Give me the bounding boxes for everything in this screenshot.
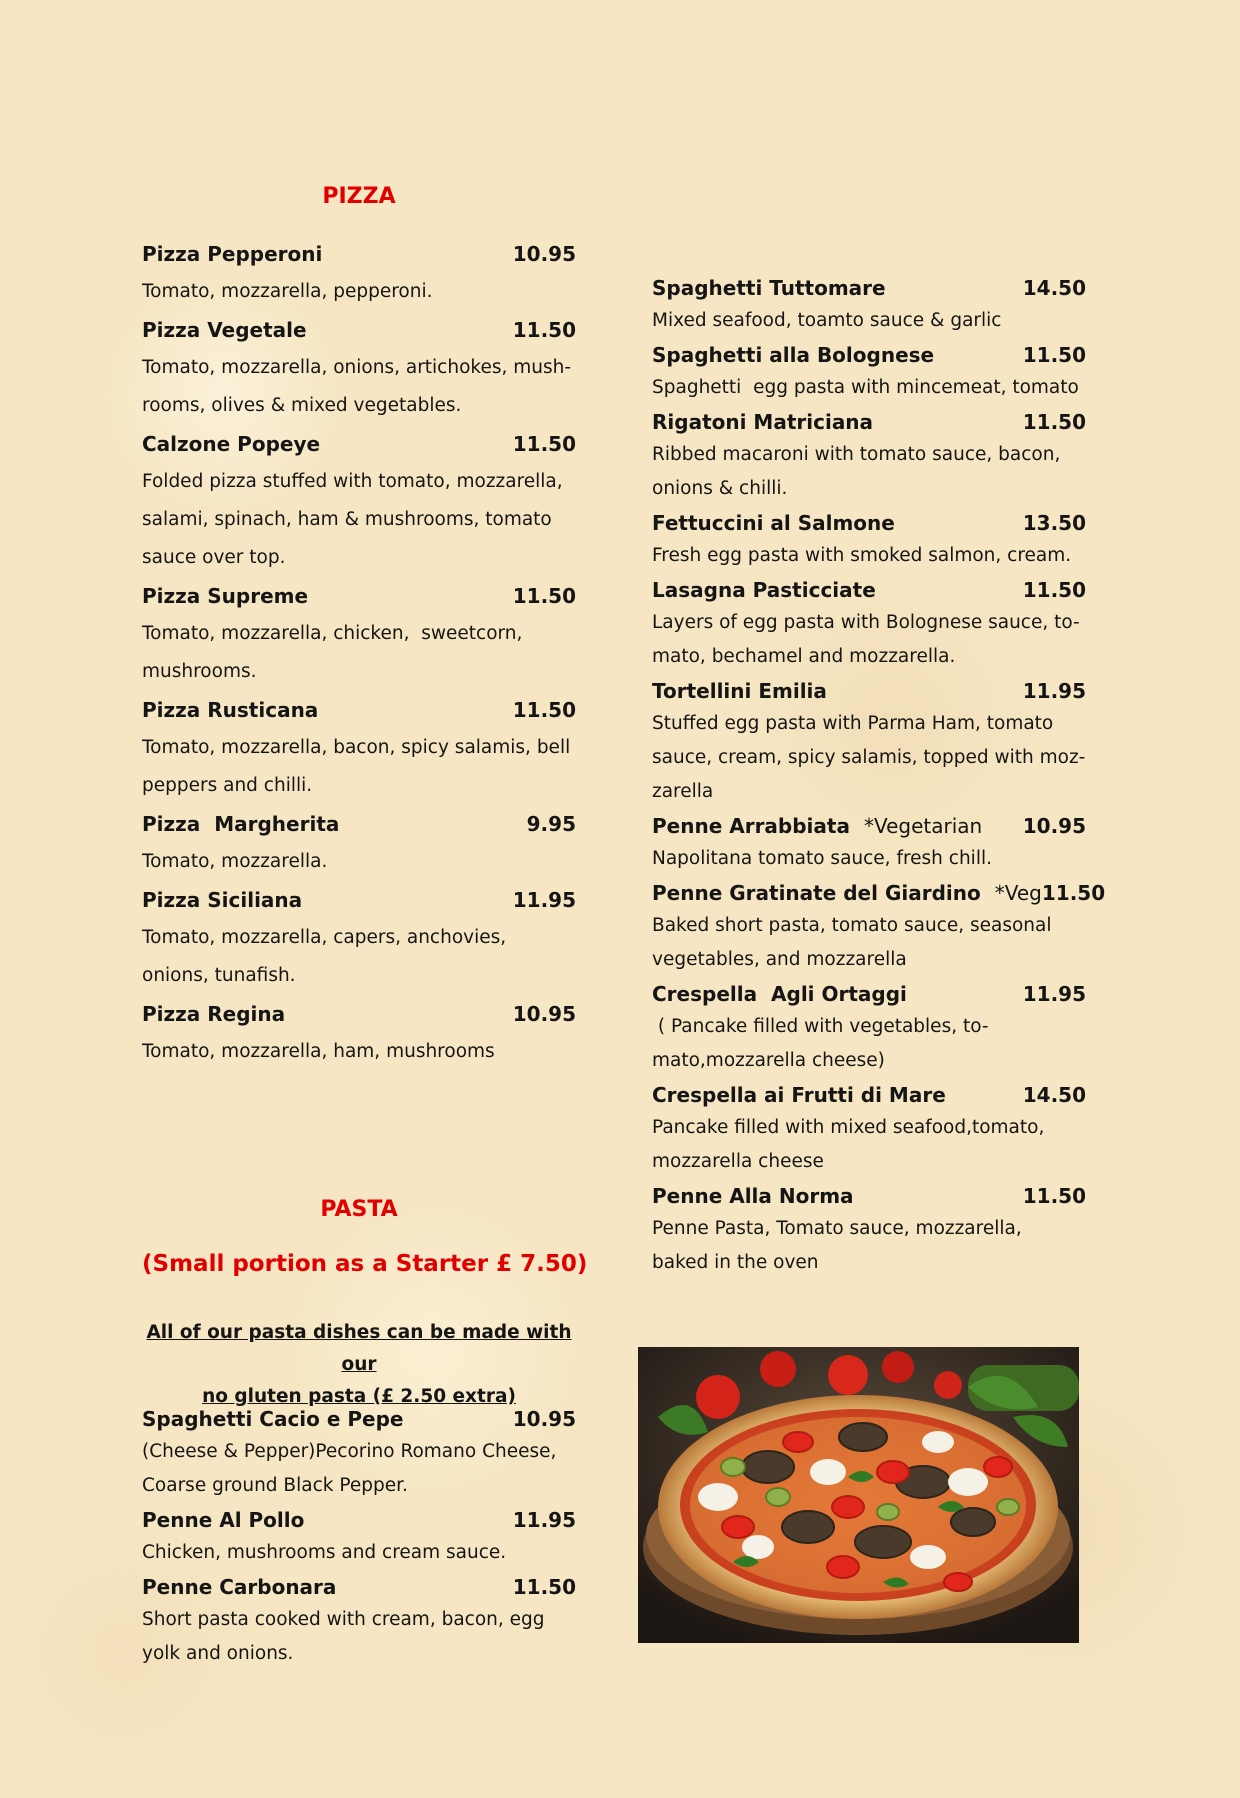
menu-item bbox=[652, 339, 1086, 404]
gluten-free-note-line-1: All of our pasta dishes can be made with our bbox=[146, 1322, 572, 1375]
menu-item-price: 11.50 bbox=[512, 1575, 576, 1599]
menu-item bbox=[652, 574, 1086, 673]
menu-item bbox=[652, 507, 1086, 572]
menu-item-description: onions, tunafish. bbox=[142, 965, 296, 986]
menu-item-description: Tomato, mozzarella, ham, mushrooms bbox=[142, 1041, 495, 1062]
menu-item-title-group bbox=[142, 1571, 336, 1604]
menu-item-description: Napolitana tomato sauce, fresh chill. bbox=[652, 848, 992, 869]
menu-item-title-group bbox=[142, 1504, 304, 1537]
menu-item-header bbox=[652, 1079, 1086, 1112]
menu-item-header bbox=[652, 339, 1086, 372]
menu-item-header bbox=[652, 272, 1086, 305]
menu-item-header bbox=[142, 1571, 576, 1604]
menu-item bbox=[142, 805, 576, 880]
menu-item bbox=[652, 1180, 1086, 1279]
menu-item-price: 11.50 bbox=[1022, 410, 1086, 434]
menu-item bbox=[142, 995, 576, 1070]
menu-item-price: 10.95 bbox=[512, 1407, 576, 1431]
menu-item-name: Penne Arrabbiata bbox=[652, 814, 850, 838]
menu-item-title-group bbox=[142, 691, 318, 729]
menu-item-price: 11.95 bbox=[512, 888, 576, 912]
menu-item-title-group bbox=[142, 425, 320, 463]
menu-item bbox=[652, 1079, 1086, 1178]
menu-item-description: yolk and onions. bbox=[142, 1643, 294, 1664]
menu-item-description: Ribbed macaroni with tomato sauce, bacon, bbox=[652, 444, 1061, 465]
menu-item-title-group bbox=[142, 1403, 404, 1436]
menu-item-description: Tomato, mozzarella, onions, artichokes, mush- bbox=[142, 357, 572, 378]
menu-item-title-group bbox=[652, 877, 1042, 910]
menu-item bbox=[652, 978, 1086, 1077]
menu-item-price: 11.50 bbox=[512, 318, 576, 342]
menu-item-description: Layers of egg pasta with Bolognese sauce, to- bbox=[652, 612, 1080, 633]
menu-item-title-group bbox=[652, 339, 934, 372]
menu-item-price: 11.50 bbox=[1022, 578, 1086, 602]
menu-item-description: Tomato, mozzarella, capers, anchovies, bbox=[142, 927, 507, 948]
gluten-free-note bbox=[142, 1317, 576, 1413]
menu-item-name: Penne Alla Norma bbox=[652, 1184, 854, 1208]
menu-item-name: Penne Al Pollo bbox=[142, 1508, 305, 1532]
menu-item bbox=[142, 235, 576, 310]
menu-item-price: 10.95 bbox=[512, 1002, 576, 1026]
menu-item-description: mozzarella cheese bbox=[652, 1151, 824, 1172]
menu-item-description: Chicken, mushrooms and cream sauce. bbox=[142, 1542, 507, 1563]
menu-item-name: Pizza Regina bbox=[142, 1002, 286, 1026]
menu-item bbox=[652, 675, 1086, 808]
menu-item-description: baked in the oven bbox=[652, 1252, 819, 1273]
pizza-illustration bbox=[638, 1347, 1079, 1643]
menu-item-name: Rigatoni Matriciana bbox=[652, 410, 874, 434]
menu-item-name: Pizza Rusticana bbox=[142, 698, 319, 722]
menu-item-header bbox=[142, 311, 576, 349]
menu-item-title-group bbox=[652, 272, 886, 305]
menu-item-description: sauce over top. bbox=[142, 547, 286, 568]
menu-item-price: 10.95 bbox=[512, 242, 576, 266]
menu-item-title-group bbox=[142, 805, 339, 843]
menu-item-price: 14.50 bbox=[1022, 276, 1086, 300]
menu-item-description: zarella bbox=[652, 781, 714, 802]
menu-item-title-group bbox=[142, 881, 302, 919]
menu-item-header bbox=[652, 1180, 1086, 1213]
menu-item-title-group bbox=[142, 235, 322, 273]
pizza-section-title: PIZZA bbox=[322, 184, 396, 209]
menu-item-title-group bbox=[652, 507, 895, 540]
menu-item-price: 11.50 bbox=[512, 432, 576, 456]
menu-item-price: 9.95 bbox=[526, 812, 576, 836]
menu-item-name: Penne Gratinate del Giardino bbox=[652, 881, 981, 905]
menu-item-name: Crespella ai Frutti di Mare bbox=[652, 1083, 946, 1107]
menu-item-title-group bbox=[652, 1079, 946, 1112]
menu-item-name: Spaghetti Tuttomare bbox=[652, 276, 886, 300]
menu-item-price: 11.50 bbox=[512, 698, 576, 722]
menu-item-name: Pizza Vegetale bbox=[142, 318, 307, 342]
menu-item-name: Spaghetti alla Bolognese bbox=[652, 343, 935, 367]
menu-item-name: Crespella Agli Ortaggi bbox=[652, 982, 907, 1006]
menu-item-title-group bbox=[142, 995, 285, 1033]
menu-item-header bbox=[652, 877, 1106, 910]
menu-item-price: 11.95 bbox=[1022, 982, 1086, 1006]
menu-item-title-group bbox=[652, 675, 827, 708]
menu-item-price: 11.50 bbox=[1041, 881, 1106, 905]
menu-item-title-group bbox=[652, 574, 876, 607]
menu-item-description: Spaghetti egg pasta with mincemeat, tomato bbox=[652, 377, 1079, 398]
menu-item-name: Penne Carbonara bbox=[142, 1575, 337, 1599]
menu-item-price: 11.50 bbox=[1022, 1184, 1086, 1208]
menu-item-name: Fettuccini al Salmone bbox=[652, 511, 895, 535]
menu-item-description: mushrooms. bbox=[142, 661, 257, 682]
gluten-free-note-line-2: no gluten pasta (£ 2.50 extra) bbox=[202, 1386, 516, 1407]
menu-item-description: Pancake filled with mixed seafood,tomato, bbox=[652, 1117, 1045, 1138]
menu-item-header bbox=[142, 995, 576, 1033]
menu-item-description: Fresh egg pasta with smoked salmon, cream. bbox=[652, 545, 1072, 566]
menu-item-description: (Cheese & Pepper)Pecorino Romano Cheese, bbox=[142, 1441, 557, 1462]
menu-item-header bbox=[142, 1504, 576, 1537]
menu-item-header bbox=[142, 577, 576, 615]
menu-item bbox=[142, 311, 576, 424]
menu-item-header bbox=[652, 978, 1086, 1011]
menu-item-price: 14.50 bbox=[1022, 1083, 1086, 1107]
menu-item-description: Tomato, mozzarella, chicken, sweetcorn, bbox=[142, 623, 523, 644]
pasta-section-title: PASTA bbox=[320, 1197, 398, 1222]
menu-item-title-group bbox=[142, 311, 307, 349]
menu-item-name: Lasagna Pasticciate bbox=[652, 578, 876, 602]
menu-item-description: Stuffed egg pasta with Parma Ham, tomato bbox=[652, 713, 1054, 734]
menu-item-description: Coarse ground Black Pepper. bbox=[142, 1475, 408, 1496]
menu-item-title-group bbox=[652, 978, 907, 1011]
menu-item-name: Pizza Margherita bbox=[142, 812, 340, 836]
pizza-list bbox=[142, 235, 576, 1071]
menu-item-title-group bbox=[652, 406, 873, 439]
menu-item-description: mato, bechamel and mozzarella. bbox=[652, 646, 956, 667]
menu-item-price: 11.50 bbox=[512, 584, 576, 608]
menu-item bbox=[142, 577, 576, 690]
menu-item bbox=[142, 1571, 576, 1670]
menu-item-description: onions & chilli. bbox=[652, 478, 788, 499]
menu-item-dietary-tag: *Veg bbox=[994, 881, 1042, 905]
menu-item-name: Calzone Popeye bbox=[142, 432, 321, 456]
pasta-list-right bbox=[652, 272, 1106, 1281]
menu-item-header bbox=[142, 691, 576, 729]
menu-item-description: peppers and chilli. bbox=[142, 775, 313, 796]
menu-item-header bbox=[142, 881, 576, 919]
menu-item-title-group bbox=[652, 810, 982, 843]
menu-item-header bbox=[652, 574, 1086, 607]
menu-item-description: ( Pancake filled with vegetables, to- bbox=[652, 1016, 989, 1037]
menu-item-name: Pizza Siciliana bbox=[142, 888, 303, 912]
menu-item-price: 11.95 bbox=[512, 1508, 576, 1532]
menu-item-name: Pizza Supreme bbox=[142, 584, 309, 608]
menu-item-header bbox=[652, 810, 1086, 843]
starter-portion-note: (Small portion as a Starter £ 7.50) bbox=[142, 1251, 588, 1277]
menu-item-description: salami, spinach, ham & mushrooms, tomato bbox=[142, 509, 552, 530]
pasta-list-left bbox=[142, 1403, 576, 1672]
menu-item-description: Tomato, mozzarella, bacon, spicy salamis, bell bbox=[142, 737, 571, 758]
menu-item-description: vegetables, and mozzarella bbox=[652, 949, 907, 970]
menu-item-header bbox=[652, 406, 1086, 439]
menu-item-price: 13.50 bbox=[1022, 511, 1086, 535]
menu-item-description: Tomato, mozzarella, pepperoni. bbox=[142, 281, 433, 302]
menu-item-description: rooms, olives & mixed vegetables. bbox=[142, 395, 462, 416]
menu-item-description: Penne Pasta, Tomato sauce, mozzarella, bbox=[652, 1218, 1022, 1239]
menu-item bbox=[142, 425, 576, 576]
menu-item bbox=[652, 406, 1086, 505]
menu-item-description: sauce, cream, spicy salamis, topped with moz- bbox=[652, 747, 1086, 768]
menu-item-name: Spaghetti Cacio e Pepe bbox=[142, 1407, 404, 1431]
menu-item-name: Tortellini Emilia bbox=[652, 679, 827, 703]
menu-item-header bbox=[142, 425, 576, 463]
menu-item-name: Pizza Pepperoni bbox=[142, 242, 323, 266]
menu-item-header bbox=[142, 235, 576, 273]
menu-item bbox=[142, 691, 576, 804]
menu-item-header bbox=[142, 1403, 576, 1436]
menu-item-price: 11.50 bbox=[1022, 343, 1086, 367]
menu-item-price: 11.95 bbox=[1022, 679, 1086, 703]
menu-item-description: mato,mozzarella cheese) bbox=[652, 1050, 885, 1071]
menu-item-description: Mixed seafood, toamto sauce & garlic bbox=[652, 310, 1002, 331]
menu-item bbox=[142, 1504, 576, 1569]
menu-item-header bbox=[652, 507, 1086, 540]
pizza-photo bbox=[638, 1347, 1079, 1643]
menu-item bbox=[142, 1403, 576, 1502]
menu-item-description: Baked short pasta, tomato sauce, seasonal bbox=[652, 915, 1052, 936]
menu-item-description: Short pasta cooked with cream, bacon, egg bbox=[142, 1609, 545, 1630]
menu-item-dietary-tag: *Vegetarian bbox=[863, 814, 983, 838]
menu-item-title-group bbox=[652, 1180, 854, 1213]
menu-item-price: 10.95 bbox=[1022, 814, 1086, 838]
menu-item-title-group bbox=[142, 577, 308, 615]
menu-item-header bbox=[652, 675, 1086, 708]
menu-item bbox=[652, 810, 1086, 875]
menu-item-description: Tomato, mozzarella. bbox=[142, 851, 328, 872]
menu-item-description: Folded pizza stuffed with tomato, mozzarella, bbox=[142, 471, 563, 492]
menu-item-header bbox=[142, 805, 576, 843]
menu-item bbox=[652, 877, 1106, 976]
menu-item bbox=[142, 881, 576, 994]
menu-item bbox=[652, 272, 1086, 337]
